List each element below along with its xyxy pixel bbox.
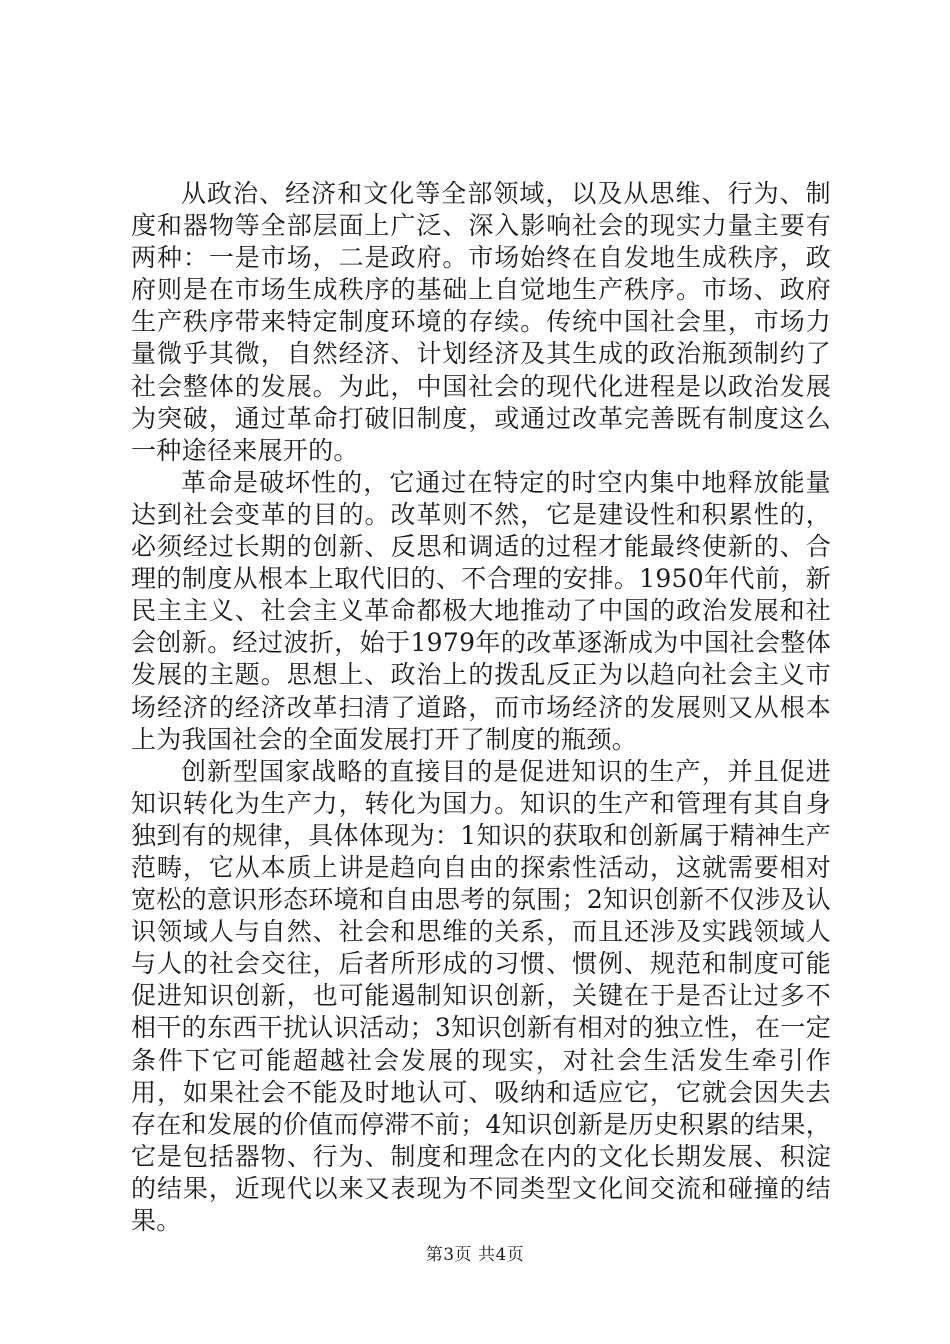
paragraph-3: 创新型国家战略的直接目的是促进知识的生产，并且促进知识转化为生产力，转化为国力。知识的生产和管理有其自身独到有的规律，具体体现为：1知识的获取和创新属于精神生产范畴，它从本质上讲是趋向自由的探索性活动，这就需要相对宽松的意识形态环境和自由思考的氛围；2知识创新不仅涉及认识领域人与自然、社会和思维的关系，而且还涉及实践领域人与人的社会交往，后者所形成的习惯、惯例、规范和制度可能促进知识创新，也可能遏制知识创新，关键在于是否让过多不相干的东西干扰认识活动；3知识创新有相对的独立性，在一定条件下它可能超越社会发展的现实，对社会生活发生牵引作用，如果社会不能及时地认可、吸纳和适应它，它就会因失去存在和发展的价值而停滞不前；4知识创新是历史积累的结果，它是包括器物、行为、制度和理念在内的文化长期发展、积淀的结果，近现代以来又表现为不同类型文化间交流和碰撞的结果。 [131, 756, 831, 1235]
document-body [131, 178, 831, 1237]
paragraph-2: 革命是破坏性的，它通过在特定的时空内集中地释放能量达到社会变革的目的。改革则不然，它是建设性和积累性的，必须经过长期的创新、反思和调适的过程才能最终使新的、合理的制度从根本上取代旧的、不合理的安排。1950年代前，新民主主义、社会主义革命都极大地推动了中国的政治发展和社会创新。经过波折，始于1979年的改革逐渐成为中国社会整体发展的主题。思想上、政治上的拨乱反正为以趋向社会主义市场经济的经济改革扫清了道路，而市场经济的发展则又从根本上为我国社会的全面发展打开了制度的瓶颈。 [131, 467, 831, 754]
paragraph-1: 从政治、经济和文化等全部领域，以及从思维、行为、制度和器物等全部层面上广泛、深入影响社会的现实力量主要有两种：一是市场，二是政府。市场始终在自发地生成秩序，政府则是在市场生成秩序的基础上自觉地生产秩序。市场、政府生产秩序带来特定制度环境的存续。传统中国社会里，市场力量微乎其微，自然经济、计划经济及其生成的政治瓶颈制约了社会整体的发展。为此，中国社会的现代化进程是以政治发展为突破，通过革命打破旧制度，或通过改革完善既有制度这么一种途径来展开的。 [131, 179, 831, 465]
page-number-footer: 第3页 共4页 [425, 1245, 525, 1265]
